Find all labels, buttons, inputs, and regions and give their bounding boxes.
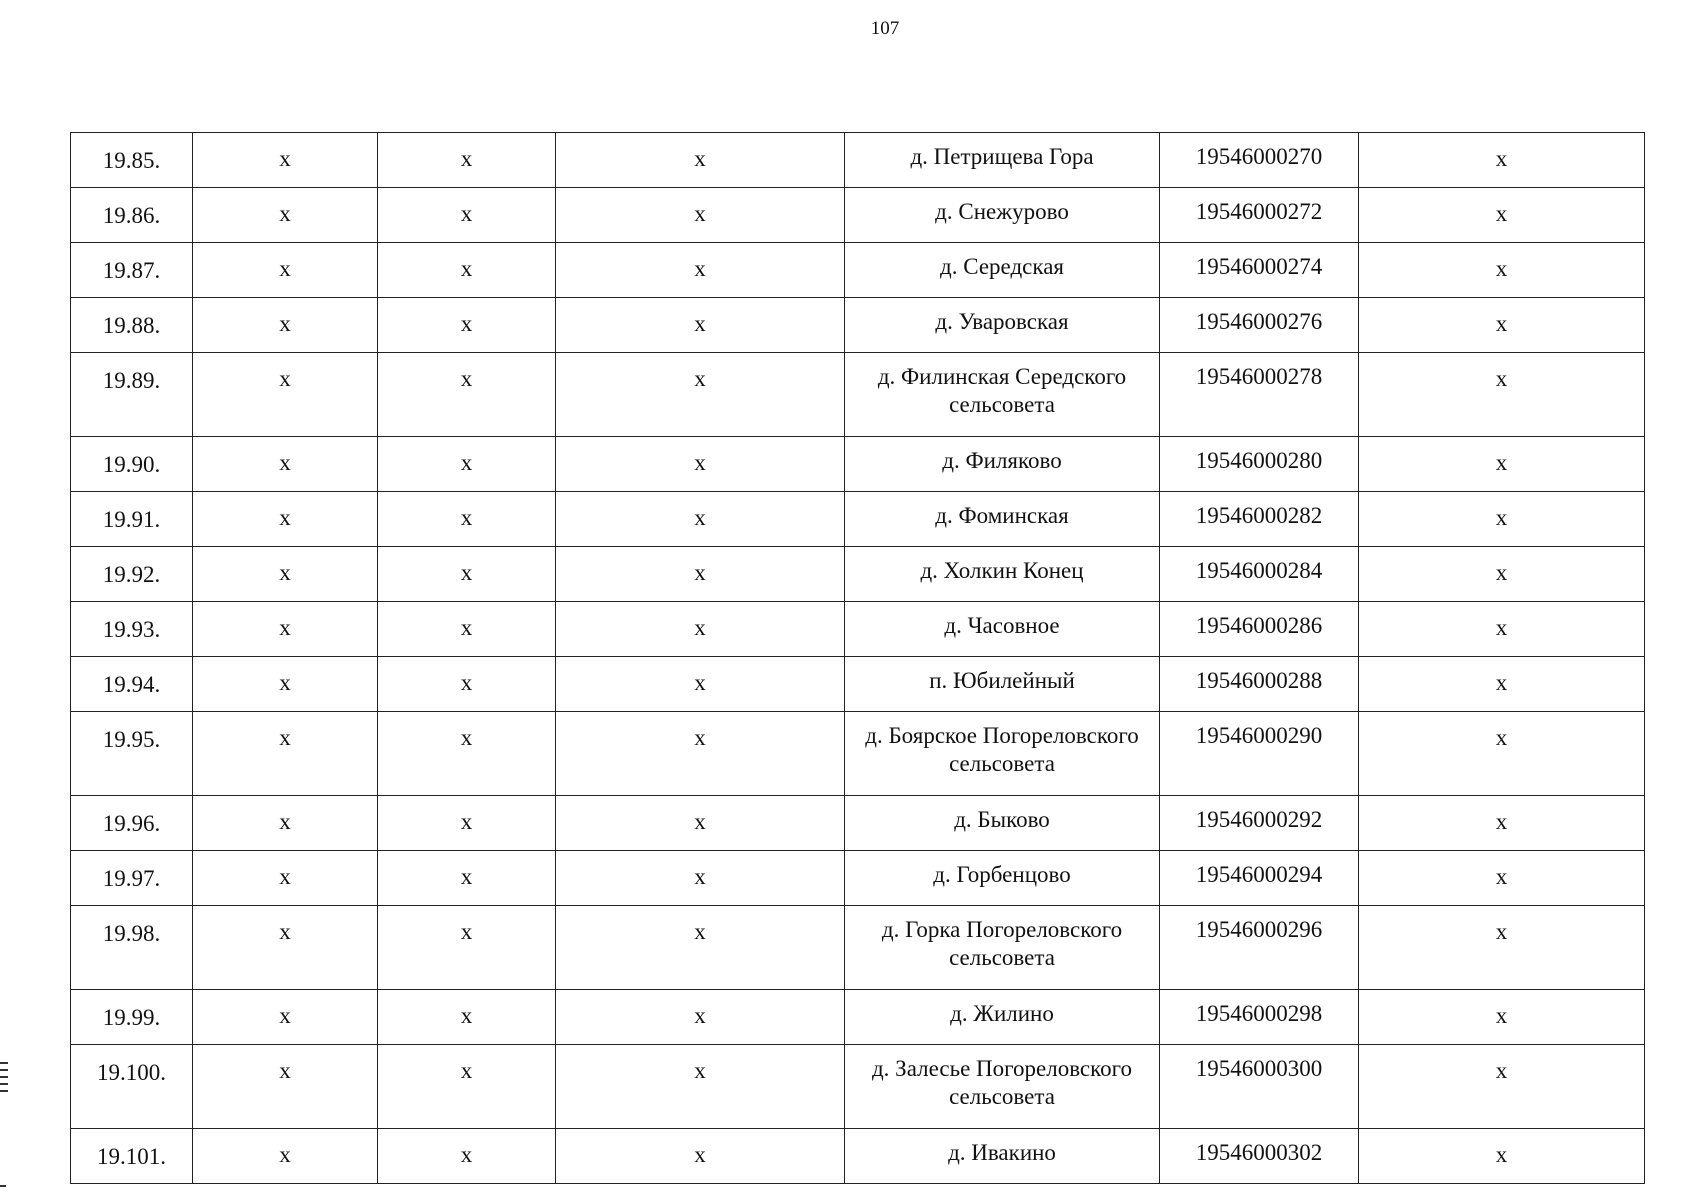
oktmo-code-cell: 19546000302 (1160, 1129, 1359, 1184)
column-3-cell: x (556, 243, 845, 298)
table-row (71, 796, 1645, 851)
column-2-cell: x (378, 437, 556, 492)
column-6-cell: x (1359, 547, 1645, 602)
column-2-cell: x (378, 133, 556, 188)
table-row (71, 243, 1645, 298)
oktmo-code-cell: 19546000272 (1160, 188, 1359, 243)
column-1-cell: x (193, 188, 378, 243)
column-1-cell: x (193, 851, 378, 906)
column-1-cell: x (193, 990, 378, 1045)
column-2-cell: x (378, 188, 556, 243)
column-6-cell: x (1359, 657, 1645, 712)
column-6-cell: x (1359, 243, 1645, 298)
column-1-cell: x (193, 243, 378, 298)
row-number-cell: 19.88. (71, 298, 193, 353)
column-6-cell: x (1359, 492, 1645, 547)
settlement-name-cell: д. Быково (845, 796, 1160, 851)
settlement-name-cell: д. Снежурово (845, 188, 1160, 243)
column-1-cell: x (193, 547, 378, 602)
column-1-cell: x (193, 657, 378, 712)
row-number-cell: 19.86. (71, 188, 193, 243)
oktmo-code-cell: 19546000296 (1160, 906, 1359, 990)
row-number-cell: 19.101. (71, 1129, 193, 1184)
row-number-cell: 19.94. (71, 657, 193, 712)
oktmo-code-cell: 19546000288 (1160, 657, 1359, 712)
column-6-cell: x (1359, 353, 1645, 437)
column-2-cell: x (378, 1045, 556, 1129)
column-1-cell: x (193, 602, 378, 657)
column-6-cell: x (1359, 1045, 1645, 1129)
column-3-cell: x (556, 298, 845, 353)
column-1-cell: x (193, 298, 378, 353)
oktmo-code-cell: 19546000276 (1160, 298, 1359, 353)
column-2-cell: x (378, 796, 556, 851)
column-3-cell: x (556, 492, 845, 547)
scan-edge-marks (0, 1062, 8, 1097)
column-1-cell: x (193, 1045, 378, 1129)
row-number-cell: 19.85. (71, 133, 193, 188)
column-3-cell: x (556, 133, 845, 188)
settlement-name-cell: д. Середская (845, 243, 1160, 298)
column-1-cell: x (193, 133, 378, 188)
row-number-cell: 19.92. (71, 547, 193, 602)
table-row (71, 712, 1645, 796)
row-number-cell: 19.99. (71, 990, 193, 1045)
column-6-cell: x (1359, 990, 1645, 1045)
column-6-cell: x (1359, 906, 1645, 990)
table-row (71, 353, 1645, 437)
column-3-cell: x (556, 188, 845, 243)
column-6-cell: x (1359, 188, 1645, 243)
settlements-table (70, 132, 1645, 1184)
row-number-cell: 19.89. (71, 353, 193, 437)
column-3-cell: x (556, 602, 845, 657)
table-row (71, 492, 1645, 547)
column-6-cell: x (1359, 437, 1645, 492)
column-2-cell: x (378, 906, 556, 990)
table-row (71, 602, 1645, 657)
table-row (71, 990, 1645, 1045)
row-number-cell: 19.93. (71, 602, 193, 657)
settlement-name-cell: д. Филяково (845, 437, 1160, 492)
settlement-name-cell: д. Фоминская (845, 492, 1160, 547)
oktmo-code-cell: 19546000290 (1160, 712, 1359, 796)
table-row (71, 188, 1645, 243)
column-2-cell: x (378, 657, 556, 712)
column-1-cell: x (193, 796, 378, 851)
column-2-cell: x (378, 547, 556, 602)
settlement-name-cell: д. Боярское Погореловского сельсовета (845, 712, 1160, 796)
column-2-cell: x (378, 990, 556, 1045)
settlement-name-cell: д. Залесье Погореловского сельсовета (845, 1045, 1160, 1129)
oktmo-code-cell: 19546000274 (1160, 243, 1359, 298)
column-1-cell: x (193, 1129, 378, 1184)
table-row (71, 133, 1645, 188)
table-row (71, 1129, 1645, 1184)
oktmo-code-cell: 19546000292 (1160, 796, 1359, 851)
column-6-cell: x (1359, 796, 1645, 851)
column-3-cell: x (556, 657, 845, 712)
row-number-cell: 19.96. (71, 796, 193, 851)
table-body (71, 133, 1645, 1184)
column-2-cell: x (378, 712, 556, 796)
column-1-cell: x (193, 353, 378, 437)
column-6-cell: x (1359, 712, 1645, 796)
oktmo-code-cell: 19546000284 (1160, 547, 1359, 602)
row-number-cell: 19.97. (71, 851, 193, 906)
column-3-cell: x (556, 1129, 845, 1184)
scan-edge-dash (0, 1185, 6, 1187)
row-number-cell: 19.90. (71, 437, 193, 492)
column-3-cell: x (556, 990, 845, 1045)
oktmo-code-cell: 19546000280 (1160, 437, 1359, 492)
table-row (71, 547, 1645, 602)
row-number-cell: 19.87. (71, 243, 193, 298)
column-2-cell: x (378, 492, 556, 547)
column-2-cell: x (378, 353, 556, 437)
column-2-cell: x (378, 851, 556, 906)
settlement-name-cell: д. Горбенцово (845, 851, 1160, 906)
row-number-cell: 19.95. (71, 712, 193, 796)
oktmo-code-cell: 19546000286 (1160, 602, 1359, 657)
column-1-cell: x (193, 906, 378, 990)
column-2-cell: x (378, 1129, 556, 1184)
oktmo-code-cell: 19546000300 (1160, 1045, 1359, 1129)
column-6-cell: x (1359, 298, 1645, 353)
table-row (71, 298, 1645, 353)
row-number-cell: 19.91. (71, 492, 193, 547)
oktmo-code-cell: 19546000270 (1160, 133, 1359, 188)
page-number: 107 (870, 18, 900, 39)
oktmo-code-cell: 19546000294 (1160, 851, 1359, 906)
settlement-name-cell: д. Горка Погореловского сельсовета (845, 906, 1160, 990)
column-2-cell: x (378, 243, 556, 298)
row-number-cell: 19.98. (71, 906, 193, 990)
column-2-cell: x (378, 298, 556, 353)
settlement-name-cell: п. Юбилейный (845, 657, 1160, 712)
table-row (71, 437, 1645, 492)
settlement-name-cell: д. Холкин Конец (845, 547, 1160, 602)
settlement-name-cell: д. Уваровская (845, 298, 1160, 353)
column-1-cell: x (193, 712, 378, 796)
oktmo-code-cell: 19546000278 (1160, 353, 1359, 437)
column-3-cell: x (556, 437, 845, 492)
column-3-cell: x (556, 796, 845, 851)
column-3-cell: x (556, 712, 845, 796)
settlement-name-cell: д. Филинская Середского сельсовета (845, 353, 1160, 437)
column-3-cell: x (556, 353, 845, 437)
table-row (71, 851, 1645, 906)
settlement-name-cell: д. Часовное (845, 602, 1160, 657)
oktmo-code-cell: 19546000298 (1160, 990, 1359, 1045)
table-row (71, 1045, 1645, 1129)
column-6-cell: x (1359, 133, 1645, 188)
row-number-cell: 19.100. (71, 1045, 193, 1129)
settlement-name-cell: д. Жилино (845, 990, 1160, 1045)
column-3-cell: x (556, 1045, 845, 1129)
column-3-cell: x (556, 547, 845, 602)
column-3-cell: x (556, 851, 845, 906)
column-3-cell: x (556, 906, 845, 990)
column-6-cell: x (1359, 602, 1645, 657)
column-2-cell: x (378, 602, 556, 657)
oktmo-code-cell: 19546000282 (1160, 492, 1359, 547)
column-1-cell: x (193, 492, 378, 547)
settlement-name-cell: д. Ивакино (845, 1129, 1160, 1184)
column-6-cell: x (1359, 851, 1645, 906)
column-1-cell: x (193, 437, 378, 492)
settlement-name-cell: д. Петрищева Гора (845, 133, 1160, 188)
table-row (71, 906, 1645, 990)
column-6-cell: x (1359, 1129, 1645, 1184)
table-row (71, 657, 1645, 712)
